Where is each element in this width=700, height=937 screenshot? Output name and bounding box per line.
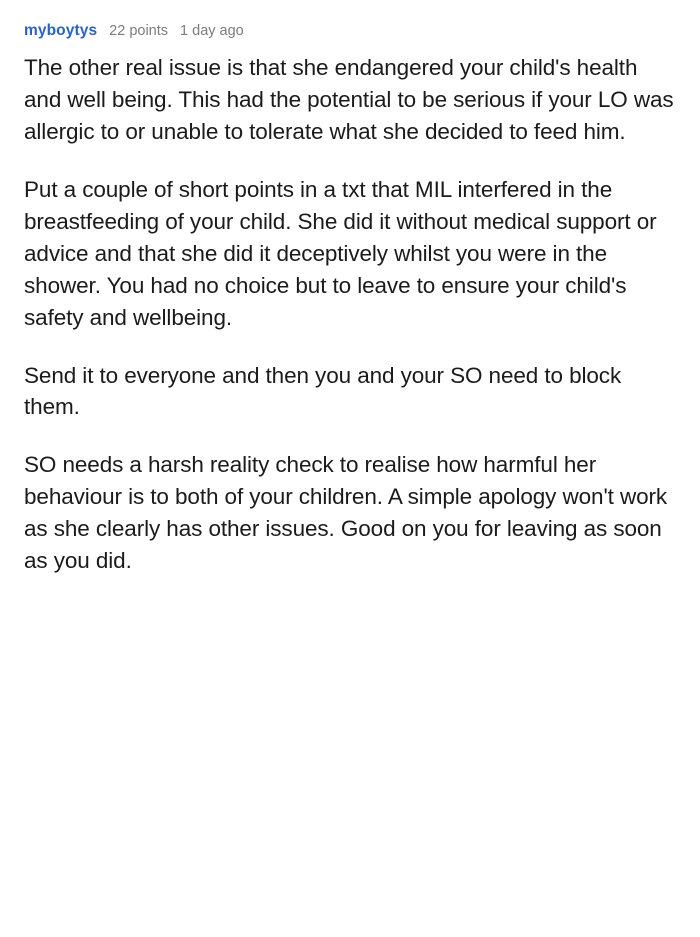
comment-paragraph: The other real issue is that she endangered your child's health and well being. This had the potential to be serious if your LO was allergic to or unable to tolerate what she decided to feed him.: [24, 55, 680, 144]
comment-paragraph: SO needs a harsh reality check to realise how harmful her behaviour is to both of your children. A simple apology won't work as she clearly has other issues. Good on you for leaving as soon as you did.: [24, 452, 674, 574]
comment-meta: [24, 22, 676, 40]
comment-body: [24, 52, 680, 577]
comment-timestamp: 1 day ago: [180, 23, 244, 39]
comment-paragraph: Put a couple of short points in a txt that MIL interfered in the breastfeeding of your child. She did it without medical support or advice and that she did it deceptively whilst you were in the shower. You had no choice but to leave to ensure your child's safety and wellbeing.: [24, 176, 663, 330]
comment-paragraph: Send it to everyone and then you and your SO need to block them.: [24, 362, 628, 420]
comment-points: 22 points: [109, 23, 169, 39]
comment-author[interactable]: myboytys: [24, 22, 98, 39]
